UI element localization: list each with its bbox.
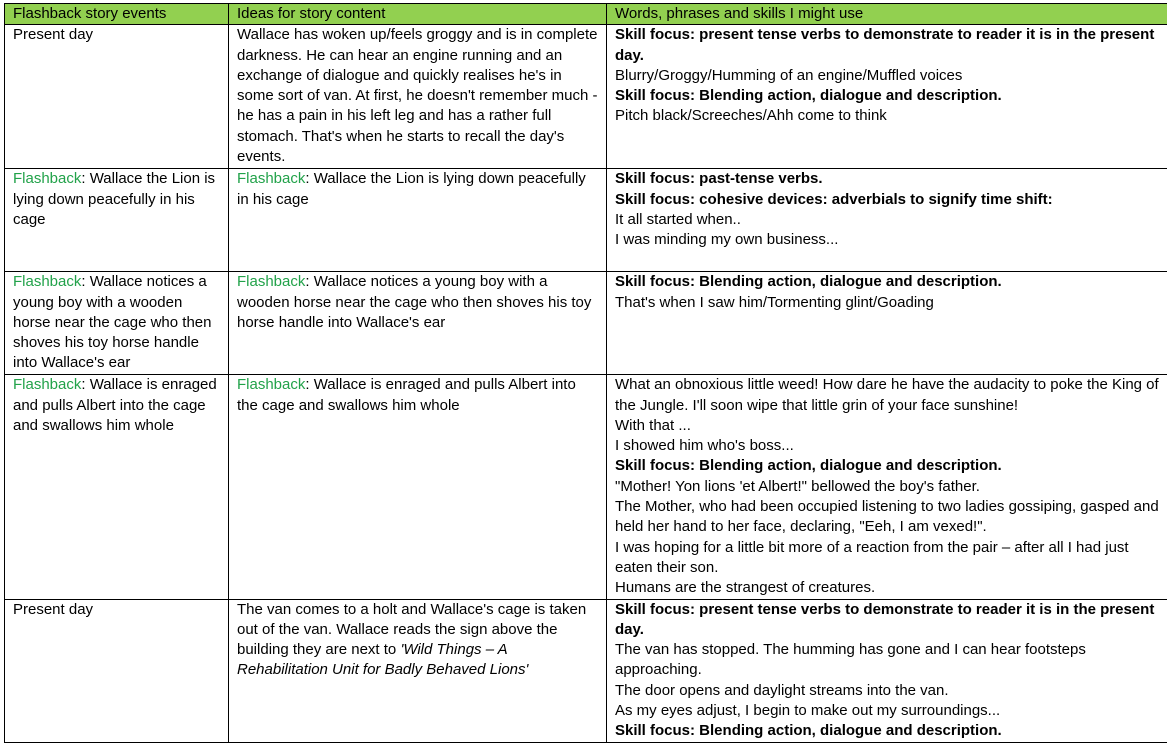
phrase-line: "Mother! Yon lions 'et Albert!" bellowed the boy's father. bbox=[615, 477, 1161, 497]
flashback-label: Flashback bbox=[13, 170, 81, 187]
ideas-cell bbox=[229, 25, 607, 169]
story-planning-table bbox=[4, 3, 1167, 743]
table-row bbox=[5, 375, 1167, 599]
skill-focus-line: Skill focus: Blending action, dialogue and description. bbox=[615, 456, 1161, 476]
event-text: Present day bbox=[13, 26, 93, 43]
ideas-text: Wallace has woken up/feels groggy and is in complete darkness. He can hear an engine running and an exchange of dialogue and quickly realises he's in some sort of van. At first, he doesn't remember much - he has a pain in his left leg and has a rather full stomach. That's when he starts to recall the day's events. bbox=[237, 26, 598, 165]
phrase-line: Humans are the strangest of creatures. bbox=[615, 578, 1161, 598]
skill-focus-line: Skill focus: Blending action, dialogue and description. bbox=[615, 721, 1161, 741]
header-words: Words, phrases and skills I might use bbox=[607, 4, 1167, 25]
event-cell bbox=[5, 169, 229, 272]
phrase-line: The van has stopped. The humming has gone and I can hear footsteps approaching. bbox=[615, 640, 1161, 681]
ideas-cell bbox=[229, 599, 607, 742]
phrase-line: The Mother, who had been occupied listening to two ladies gossiping, gasped and held her hand to her face, declaring, "Eeh, I am vexed!". bbox=[615, 497, 1161, 538]
event-cell bbox=[5, 272, 229, 375]
sign-text: 'Wild Things – A Rehabilitation Unit for Badly Behaved Lions' bbox=[237, 641, 528, 678]
flashback-label: Flashback bbox=[13, 376, 81, 393]
ideas-cell bbox=[229, 375, 607, 599]
words-cell bbox=[607, 25, 1167, 169]
flashback-label: Flashback bbox=[13, 273, 81, 290]
ideas-cell bbox=[229, 169, 607, 272]
phrase-line: What an obnoxious little weed! How dare he have the audacity to poke the King of the Jungle. I'll soon wipe that little grin of your face sunshine! bbox=[615, 375, 1161, 416]
table-row bbox=[5, 169, 1167, 272]
flashback-label: Flashback bbox=[237, 273, 305, 290]
header-events: Flashback story events bbox=[5, 4, 229, 25]
event-cell bbox=[5, 375, 229, 599]
event-text: : Wallace notices a young boy with a wooden horse near the cage who then shoves his toy horse handle into Wallace's ear bbox=[13, 273, 211, 371]
phrase-line: I showed him who's boss... bbox=[615, 436, 1161, 456]
table-row bbox=[5, 25, 1167, 169]
phrase-line: The door opens and daylight streams into the van. bbox=[615, 681, 1161, 701]
phrase-line: With that ... bbox=[615, 416, 1161, 436]
event-text: Present day bbox=[13, 601, 93, 618]
event-cell bbox=[5, 599, 229, 742]
words-cell bbox=[607, 272, 1167, 375]
header-ideas: Ideas for story content bbox=[229, 4, 607, 25]
skill-focus-line: Skill focus: Blending action, dialogue and description. bbox=[615, 272, 1161, 292]
phrase-line: It all started when.. bbox=[615, 210, 1161, 230]
flashback-label: Flashback bbox=[237, 170, 305, 187]
words-cell bbox=[607, 169, 1167, 272]
header-row bbox=[5, 4, 1167, 25]
phrase-line: That's when I saw him/Tormenting glint/Goading bbox=[615, 293, 1161, 313]
event-text: : Wallace is enraged and pulls Albert into the cage and swallows him whole bbox=[13, 376, 217, 434]
skill-focus-line: Skill focus: cohesive devices: adverbials to signify time shift: bbox=[615, 190, 1161, 210]
ideas-text: : Wallace notices a young boy with a wooden horse near the cage who then shoves his toy horse handle into Wallace's ear bbox=[237, 273, 591, 331]
skill-focus-line: Skill focus: present tense verbs to demonstrate to reader it is in the present day. bbox=[615, 25, 1161, 66]
phrase-line: I was hoping for a little bit more of a reaction from the pair – after all I had just eaten their son. bbox=[615, 538, 1161, 579]
phrase-line: Blurry/Groggy/Humming of an engine/Muffled voices bbox=[615, 66, 1161, 86]
event-cell bbox=[5, 25, 229, 169]
phrase-line: I was minding my own business... bbox=[615, 230, 1161, 250]
flashback-label: Flashback bbox=[237, 376, 305, 393]
words-cell bbox=[607, 375, 1167, 599]
phrase-line: As my eyes adjust, I begin to make out my surroundings... bbox=[615, 701, 1161, 721]
ideas-text: : Wallace the Lion is lying down peacefully in his cage bbox=[237, 170, 586, 207]
skill-focus-line: Skill focus: Blending action, dialogue and description. bbox=[615, 86, 1161, 106]
phrase-line: Pitch black/Screeches/Ahh come to think bbox=[615, 106, 1161, 126]
ideas-text: The van comes to a holt and Wallace's cage is taken out of the van. Wallace reads the sign above the building they are next to bbox=[237, 601, 586, 659]
event-text: : Wallace the Lion is lying down peacefully in his cage bbox=[13, 170, 215, 228]
skill-focus-line: Skill focus: past-tense verbs. bbox=[615, 169, 1161, 189]
words-cell bbox=[607, 599, 1167, 742]
ideas-cell bbox=[229, 272, 607, 375]
table-row bbox=[5, 272, 1167, 375]
skill-focus-line: Skill focus: present tense verbs to demonstrate to reader it is in the present day. bbox=[615, 600, 1161, 641]
table-row bbox=[5, 599, 1167, 742]
ideas-text: : Wallace is enraged and pulls Albert into the cage and swallows him whole bbox=[237, 376, 576, 413]
